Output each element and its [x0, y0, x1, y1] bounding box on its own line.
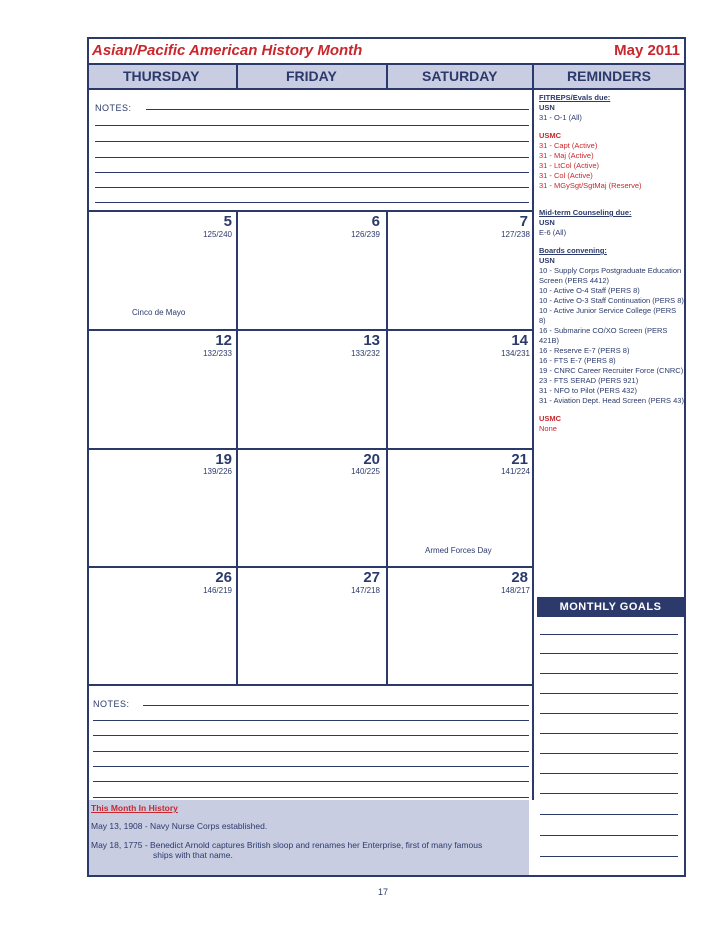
notes-line [143, 705, 529, 706]
week-divider [89, 210, 532, 212]
notes-line [95, 202, 529, 203]
date-number: 27 [363, 569, 380, 586]
date-number: 26 [215, 569, 232, 586]
reminder-item: 31 - NFO to Pilot (PERS 432) [539, 386, 637, 395]
reminder-item: 10 - Active O-4 Staff (PERS 8) [539, 286, 640, 295]
usn-label: USN [539, 218, 555, 227]
date-number: 20 [363, 451, 380, 468]
monthly-goals-header: MONTHLY GOALS [537, 597, 684, 617]
notes-line [93, 735, 529, 736]
month-label: May 2011 [614, 42, 680, 59]
goal-line [540, 713, 678, 714]
history-heading: This Month In History [91, 803, 178, 813]
day-count: 147/218 [351, 586, 380, 595]
notes-line [93, 766, 529, 767]
usn-label: USN [539, 103, 555, 112]
notes-line [95, 125, 529, 126]
reminder-item: 31 - Col (Active) [539, 171, 593, 180]
reminder-item: 19 - CNRC Career Recruiter Force (CNRC) [539, 366, 684, 375]
header-divider [532, 63, 534, 90]
history-event: ships with that name. [153, 850, 233, 860]
reminder-item: E-6 (All) [539, 228, 567, 237]
history-event: May 18, 1775 - Benedict Arnold captures British sloop and renames her Enterprise, first of many famous [91, 840, 483, 850]
history-event: May 13, 1908 - Navy Nurse Corps established. [91, 821, 268, 831]
day-count: 126/239 [351, 230, 380, 239]
day-divider [386, 210, 388, 686]
notes-line [93, 797, 529, 798]
notes-line [93, 751, 529, 752]
day-count: 127/238 [501, 230, 530, 239]
usmc-label: USMC [539, 131, 562, 140]
notes-line [95, 187, 529, 188]
saturday-header: SATURDAY [422, 68, 498, 84]
week-divider [89, 684, 532, 686]
page-title: Asian/Pacific American History Month [92, 42, 363, 59]
week-divider [89, 329, 532, 331]
reminder-item: 16 - Reserve E-7 (PERS 8) [539, 346, 630, 355]
thursday-header: THURSDAY [123, 68, 200, 84]
date-number: 21 [511, 451, 528, 468]
date-number: 7 [519, 213, 528, 230]
goal-line [540, 673, 678, 674]
reminders-divider [532, 90, 534, 800]
goal-line [540, 733, 678, 734]
date-number: 12 [215, 332, 232, 349]
usmc-label: USMC [539, 414, 562, 423]
notes-label-top: NOTES: [95, 103, 132, 113]
notes-line [95, 157, 529, 158]
header-divider [386, 63, 388, 90]
reminder-item: 23 - FTS SERAD (PERS 921) [539, 376, 639, 385]
usn-label: USN [539, 256, 555, 265]
notes-label-bottom: NOTES: [93, 699, 130, 709]
reminder-item: 31 - MGySgt/SgtMaj (Reserve) [539, 181, 642, 190]
reminder-item: 16 - FTS E-7 (PERS 8) [539, 356, 616, 365]
reminder-item: 31 - Maj (Active) [539, 151, 594, 160]
goal-line [540, 835, 678, 836]
date-number: 6 [371, 213, 380, 230]
date-number: 14 [511, 332, 528, 349]
reminders-panel [539, 93, 684, 434]
notes-line [146, 109, 529, 110]
reminder-item: 31 - LtCol (Active) [539, 161, 600, 170]
notes-line [95, 141, 529, 142]
week-divider [89, 448, 532, 450]
day-count: 148/217 [501, 586, 530, 595]
day-count: 125/240 [203, 230, 232, 239]
date-number: 19 [215, 451, 232, 468]
holiday-note: Cinco de Mayo [132, 308, 186, 317]
day-count: 139/226 [203, 467, 232, 476]
week-divider [89, 566, 532, 568]
reminder-item: None [539, 424, 557, 433]
page-number: 17 [378, 887, 389, 897]
day-count: 146/219 [203, 586, 232, 595]
notes-line [95, 172, 529, 173]
date-number: 13 [363, 332, 380, 349]
reminder-item: 31 - Aviation Dept. Head Screen (PERS 43) [539, 396, 684, 405]
header-divider [236, 63, 238, 90]
reminder-item: 16 - Submarine CO/XO Screen (PERS 421B) [539, 326, 668, 345]
reminder-item: 31 - Capt (Active) [539, 141, 598, 150]
reminder-item: 10 - Active O-3 Staff Continuation (PERS 8) [539, 296, 684, 305]
friday-header: FRIDAY [286, 68, 337, 84]
boards-heading: Boards convening: [539, 246, 607, 255]
day-count: 134/231 [501, 349, 530, 358]
goal-line [540, 653, 678, 654]
reminder-item: 10 - Supply Corps Postgraduate Education Screen (PERS 4412) [539, 266, 682, 285]
goal-line [540, 814, 678, 815]
goal-line [540, 634, 678, 635]
goal-line [540, 793, 678, 794]
day-count: 132/233 [203, 349, 232, 358]
midterm-heading: Mid-term Counseling due: [539, 208, 632, 217]
reminders-header: REMINDERS [567, 68, 652, 84]
date-number: 5 [223, 213, 232, 230]
holiday-note: Armed Forces Day [425, 546, 492, 555]
reminder-item: 10 - Active Junior Service College (PERS 8) [539, 306, 677, 325]
goal-line [540, 773, 678, 774]
notes-line [93, 781, 529, 782]
history-panel [89, 800, 529, 875]
day-count: 133/232 [351, 349, 380, 358]
day-count: 141/224 [501, 467, 530, 476]
goal-line [540, 693, 678, 694]
fitreps-heading: FITREPS/Evals due: [539, 93, 611, 102]
reminder-item: 31 - O-1 (All) [539, 113, 582, 122]
date-number: 28 [511, 569, 528, 586]
notes-line [93, 720, 529, 721]
day-count: 140/225 [351, 467, 380, 476]
goal-line [540, 753, 678, 754]
goal-line [540, 856, 678, 857]
day-divider [236, 210, 238, 686]
